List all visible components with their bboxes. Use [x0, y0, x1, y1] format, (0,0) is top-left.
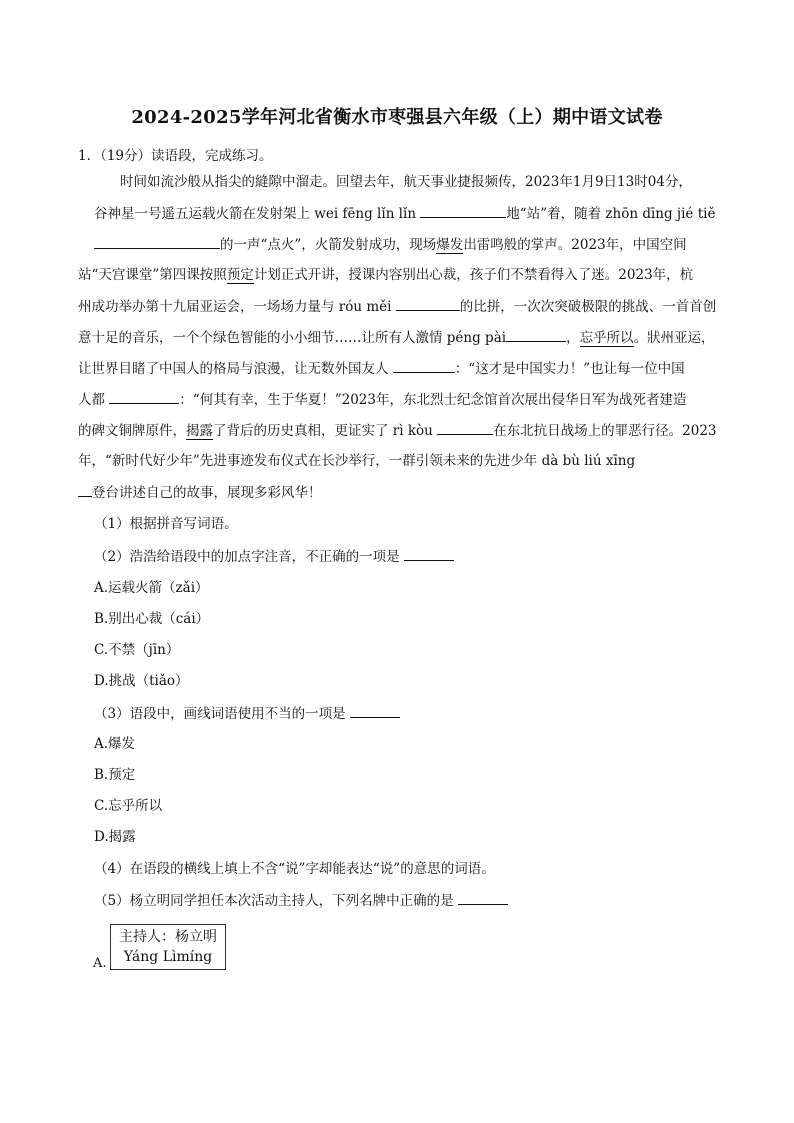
passage-line-10: [78, 451, 635, 471]
answer-blank[interactable]: [350, 703, 400, 718]
sub-question-5: [94, 890, 508, 911]
passage-line-9: [78, 420, 717, 441]
answer-blank[interactable]: [506, 327, 566, 342]
option-q3-a[interactable]: A.爆发: [94, 736, 136, 752]
sub-question-text: （3）语段中，画线词语使用不当的一项是: [94, 706, 350, 722]
passage-text: 意十足的音乐，一个个绿色智能的小小细节……让所有人激情 péng pài: [78, 330, 507, 346]
underlined-word: 预定: [226, 267, 254, 283]
question-head: 1．（19分）读语段，完成练习。: [78, 148, 273, 164]
passage-text: 在东北抗日战场上的罪恶行径。2023: [493, 423, 717, 439]
passage-text: 计划正式开讲，授课内容别出心裁，孩子们不禁看得入了迷。2023年，杭: [253, 267, 694, 283]
passage-line-7: [78, 358, 685, 379]
sub-question-text: （5）杨立明同学担任本次活动主持人，下列名牌中正确的是: [94, 893, 458, 909]
passage-text: ：“这才是中国实力！”也让每一位中国: [454, 361, 685, 377]
nameplate-line-2: Yáng Lìmíng: [123, 949, 213, 965]
sub-question-1: （1）根据拼音写词语。: [94, 516, 238, 532]
nameplate-line-1: 主持人：杨立明: [119, 929, 217, 945]
sub-question-2: [94, 546, 454, 567]
passage-text: 谷神星一号遥五运载火箭在发射架上 wei fēng lǐn lǐn: [94, 206, 421, 222]
answer-blank[interactable]: [78, 482, 92, 497]
sub-question-text: （2）浩浩给语段中的加点字注音，不正确的一项是: [94, 549, 404, 565]
passage-line-1: [120, 172, 692, 192]
passage-text: 站“天宫课堂”第四课按照: [78, 267, 227, 283]
passage-text: 的比拼，一次次突破极限的挑战、一首首创: [459, 299, 717, 315]
nameplate-option-a[interactable]: [110, 924, 226, 970]
passage-text: 地“站”着，随着 zhōn dīng jié tiě: [506, 206, 716, 222]
passage-line-6: [78, 327, 715, 348]
passage-line-4: [78, 265, 693, 285]
underlined-word: 忘乎所以: [579, 330, 634, 346]
answer-blank[interactable]: [393, 358, 455, 373]
passage-text: 人都: [78, 392, 110, 408]
option-q3-b[interactable]: B.预定: [94, 767, 136, 783]
option-q2-c[interactable]: C.不禁（jīn）: [94, 642, 180, 658]
underlined-word: 爆发: [436, 237, 464, 253]
passage-line-5: [78, 296, 716, 317]
passage-text: 了背后的历史真相，更证实了 rì kòu: [213, 423, 438, 439]
answer-blank[interactable]: [396, 296, 460, 311]
passage-text: 时间如流沙般从指尖的縫隙中溜走。回望去年，航天事业捷报频传，2023年1月9日13时04分，: [120, 174, 692, 190]
answer-blank[interactable]: [458, 890, 508, 905]
page-title: 2024-2025学年河北省衡水市枣强县六年级（上）期中语文试卷: [131, 107, 663, 128]
passage-text: ，: [566, 330, 580, 346]
answer-blank[interactable]: [404, 546, 454, 561]
underlined-word: 揭露: [186, 423, 213, 439]
passage-text: 的一声“点火”，火箭发射成功，现场: [220, 237, 437, 253]
passage-text: 的碑文铜牌原件，: [78, 423, 186, 439]
passage-line-3: [94, 234, 687, 255]
nameplate-label: A.: [93, 956, 107, 971]
sub-question-3: [94, 703, 400, 724]
option-q2-b[interactable]: B.别出心裁（cái）: [94, 611, 210, 627]
answer-blank[interactable]: [420, 203, 506, 218]
option-q3-c[interactable]: C.忘乎所以: [94, 798, 163, 814]
passage-line-2: [94, 203, 715, 224]
option-q2-a[interactable]: A.运载火箭（zǎi）: [94, 580, 209, 596]
passage-line-11: [78, 482, 322, 503]
passage-line-8: [78, 389, 686, 410]
sub-question-4: （4）在语段的横线上填上不含“说”字却能表达“说”的意思的词语。: [94, 861, 495, 877]
passage-text: ：“何其有幸，生于华夏！”2023年，东北烈士纪念馆首次展出侵华日军为战死者建造: [179, 392, 687, 408]
passage-text: 年，“新时代好少年”先进事迹发布仪式在长沙举行，一群引领未来的先进少年 dà bù liú xīng: [78, 453, 636, 469]
passage-text: 让世界目睹了中国人的格局与浪漫，让无数外国友人: [78, 361, 393, 377]
passage-text: 出雷鸣般的掌声。2023年，中国空间: [463, 237, 687, 253]
answer-blank[interactable]: [437, 420, 493, 435]
option-q3-d[interactable]: D.揭露: [94, 829, 136, 845]
passage-text: 。狀州亚运，: [633, 330, 715, 346]
answer-blank[interactable]: [109, 389, 179, 404]
passage-text: 登台讲述自己的故事，展现多彩风华！: [92, 485, 322, 501]
answer-blank[interactable]: [94, 234, 220, 249]
passage-text: 州成功举办第十九届亚运会，一场场力量与 róu měi: [78, 299, 396, 315]
option-q2-d[interactable]: D.挑战（tiǎo）: [94, 673, 189, 689]
